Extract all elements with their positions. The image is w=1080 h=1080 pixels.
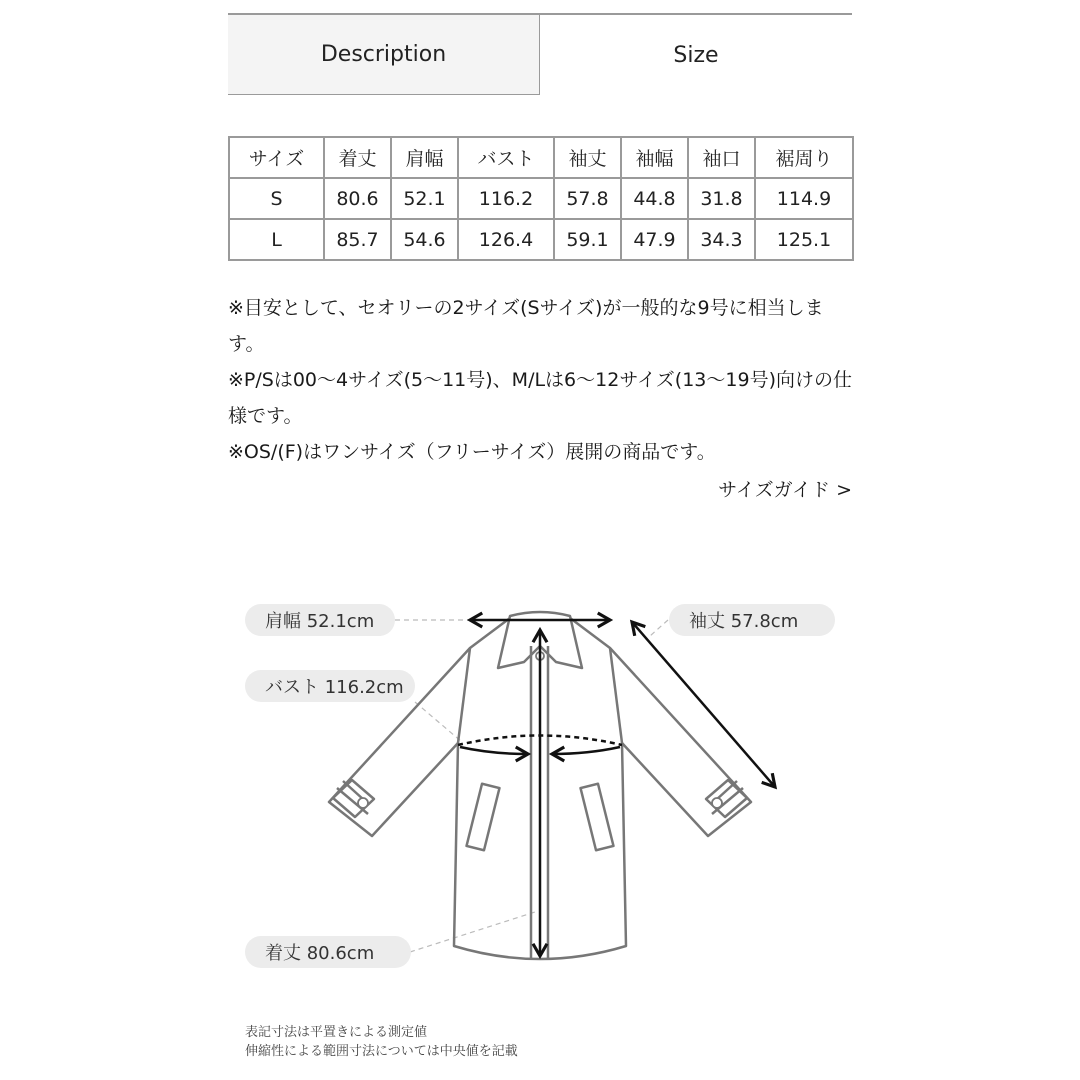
tab-size[interactable]: Size [540,15,852,95]
table-cell: 47.9 [621,219,688,260]
header-hem: 裾周り [755,137,853,178]
table-cell: 57.8 [554,178,621,219]
header-length: 着丈 [324,137,391,178]
table-cell: 54.6 [391,219,458,260]
table-cell: 126.4 [458,219,554,260]
table-cell: 116.2 [458,178,554,219]
footnote-text: 伸縮性による範囲寸法については中央値を記載 [245,1044,518,1059]
size-guide-link[interactable]: サイズガイド > [718,479,852,501]
table-cell: 44.8 [621,178,688,219]
table-cell: 59.1 [554,219,621,260]
length-label: 着丈 80.6cm [245,936,411,968]
table-cell: 114.9 [755,178,853,219]
tab-description[interactable]: Description [228,15,540,95]
table-cell: L [229,219,324,260]
header-cuff: 袖口 [688,137,755,178]
bust-label: バスト 116.2cm [245,670,415,702]
header-sleeve-width: 袖幅 [621,137,688,178]
table-cell: 80.6 [324,178,391,219]
note-text: ※P/Sは00〜4サイズ(5〜11号)、M/Lは6〜12サイズ(13〜19号)向けの仕様です。 [228,369,852,427]
table-cell: 52.1 [391,178,458,219]
header-bust: バスト [458,137,554,178]
header-shoulder: 肩幅 [391,137,458,178]
header-sleeve-length: 袖丈 [554,137,621,178]
note-text: ※目安として、セオリーの2サイズ(Sサイズ)が一般的な9号に相当します。 [228,297,824,355]
footnote-text: 表記寸法は平置きによる測定値 [245,1025,428,1040]
header-size: サイズ [229,137,324,178]
sleeve-length-label: 袖丈 57.8cm [669,604,835,636]
shoulder-width-label: 肩幅 52.1cm [245,604,395,636]
table-cell: 85.7 [324,219,391,260]
table-cell: 34.3 [688,219,755,260]
note-text: ※OS/(F)はワンサイズ（フリーサイズ）展開の商品です。 [228,441,716,463]
table-cell: 125.1 [755,219,853,260]
measurement-footnotes [245,1023,518,1061]
table-cell: 31.8 [688,178,755,219]
table-cell: S [229,178,324,219]
